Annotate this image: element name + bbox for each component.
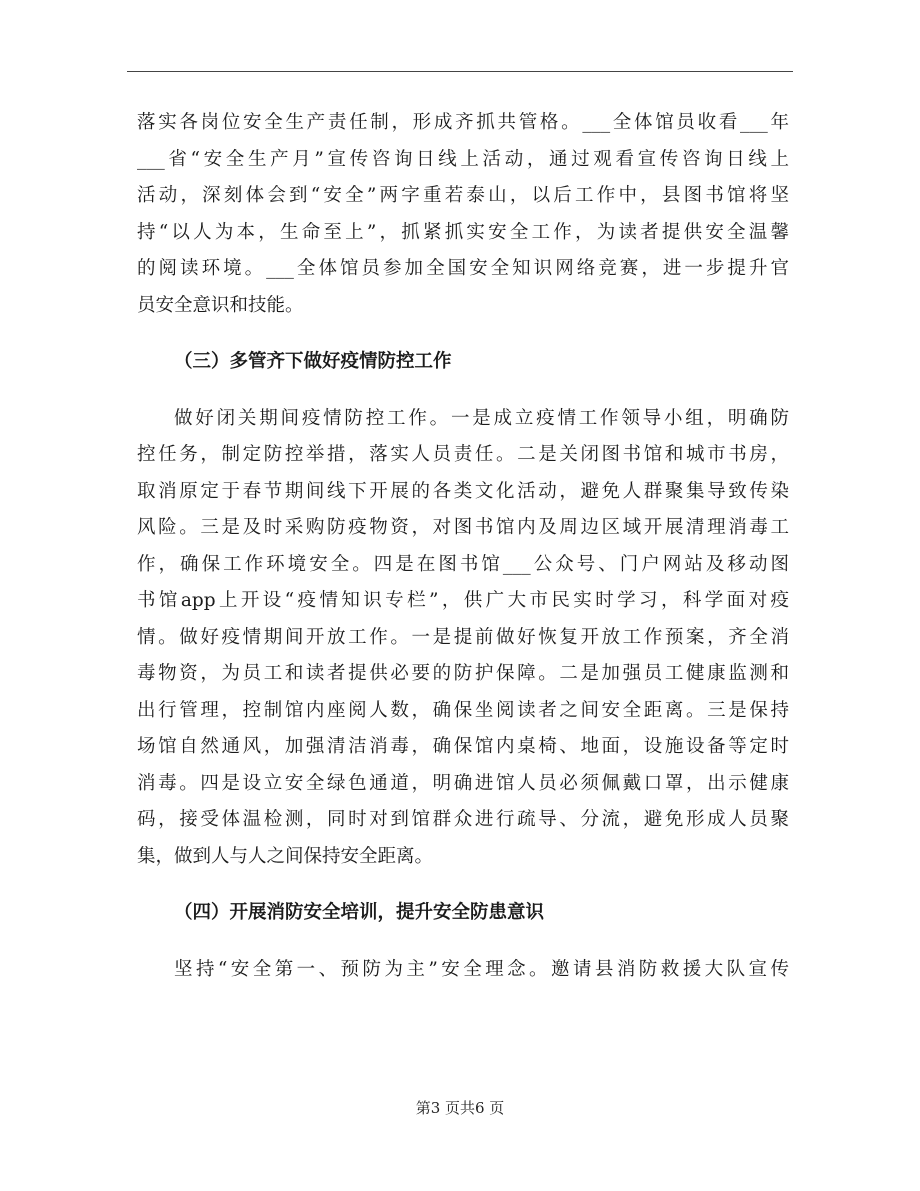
text-line: 场馆自然通风，加强清洁消毒，确保馆内桌椅、地面，设施设备等定时 [137, 736, 789, 757]
text-line: 作，确保工作环境安全。四是在图书馆___公众号、门户网站及移动图 [137, 553, 789, 575]
text-line: 坚持“安全第一、预防为主”安全理念。邀请县消防救援大队宣传 [174, 958, 789, 980]
page-number-footer: 第3 页共6 页 [415, 1099, 505, 1117]
paragraph-safety-responsibility [137, 105, 789, 324]
header-rule [127, 71, 793, 72]
text-line: 毒物资，为员工和读者提供必要的防护保障。二是加强员工健康监测和 [137, 663, 789, 684]
text-line: ___省“安全生产月”宣传咨询日线上活动，通过观看宣传咨询日线上 [137, 148, 789, 170]
text-line: 码，接受体温检测，同时对到馆群众进行疏导、分流，避免形成人员聚 [137, 809, 789, 830]
text-line: 出行管理，控制馆内座阅人数，确保坐阅读者之间安全距离。三是保持 [137, 699, 789, 721]
text-line: 消毒。四是设立安全绿色通道，明确进馆人员必须佩戴口罩，出示健康 [137, 772, 789, 794]
text-line: 书馆app上开设“疫情知识专栏”，供广大市民实时学习，科学面对疫 [137, 590, 789, 611]
paragraph-fire-safety [137, 952, 789, 989]
document-body [137, 105, 789, 988]
section-heading-epidemic: （三）多管齐下做好疫情防控工作 [174, 351, 452, 372]
section-heading-fire-training: （四）开展消防安全培训，提升安全防患意识 [174, 902, 545, 923]
text-line: 风险。三是及时采购防疫物资，对图书馆内及周边区域开展清理消毒工 [137, 517, 789, 538]
text-line: 落实各岗位安全生产责任制，形成齐抓共管格。___全体馆员收看___年 [137, 112, 789, 133]
text-line: 的阅读环境。___全体馆员参加全国安全知识网络竞赛，进一步提升官 [137, 258, 789, 279]
text-line: 控任务，制定防控举措，落实人员责任。二是关闭图书馆和城市书房， [137, 444, 789, 465]
paragraph-epidemic-control [137, 401, 789, 876]
text-line: 取消原定于春节期间线下开展的各类文化活动，避免人群聚集导致传染 [137, 480, 789, 502]
text-line: 员安全意识和技能。 [137, 294, 304, 316]
text-line: 活动，深刻体会到“安全”两字重若泰山，以后工作中，县图书馆将坚 [137, 185, 789, 206]
text-line: 集，做到人与人之间保持安全距离。 [137, 845, 434, 867]
text-line: 做好闭关期间疫情防控工作。一是成立疫情工作领导小组，明确防 [174, 407, 789, 429]
text-line: 情。做好疫情期间开放工作。一是提前做好恢复开放工作预案，齐全消 [137, 626, 789, 648]
text-line: 持“以人为本，生命至上”，抓紧抓实安全工作，为读者提供安全温馨 [137, 221, 789, 243]
